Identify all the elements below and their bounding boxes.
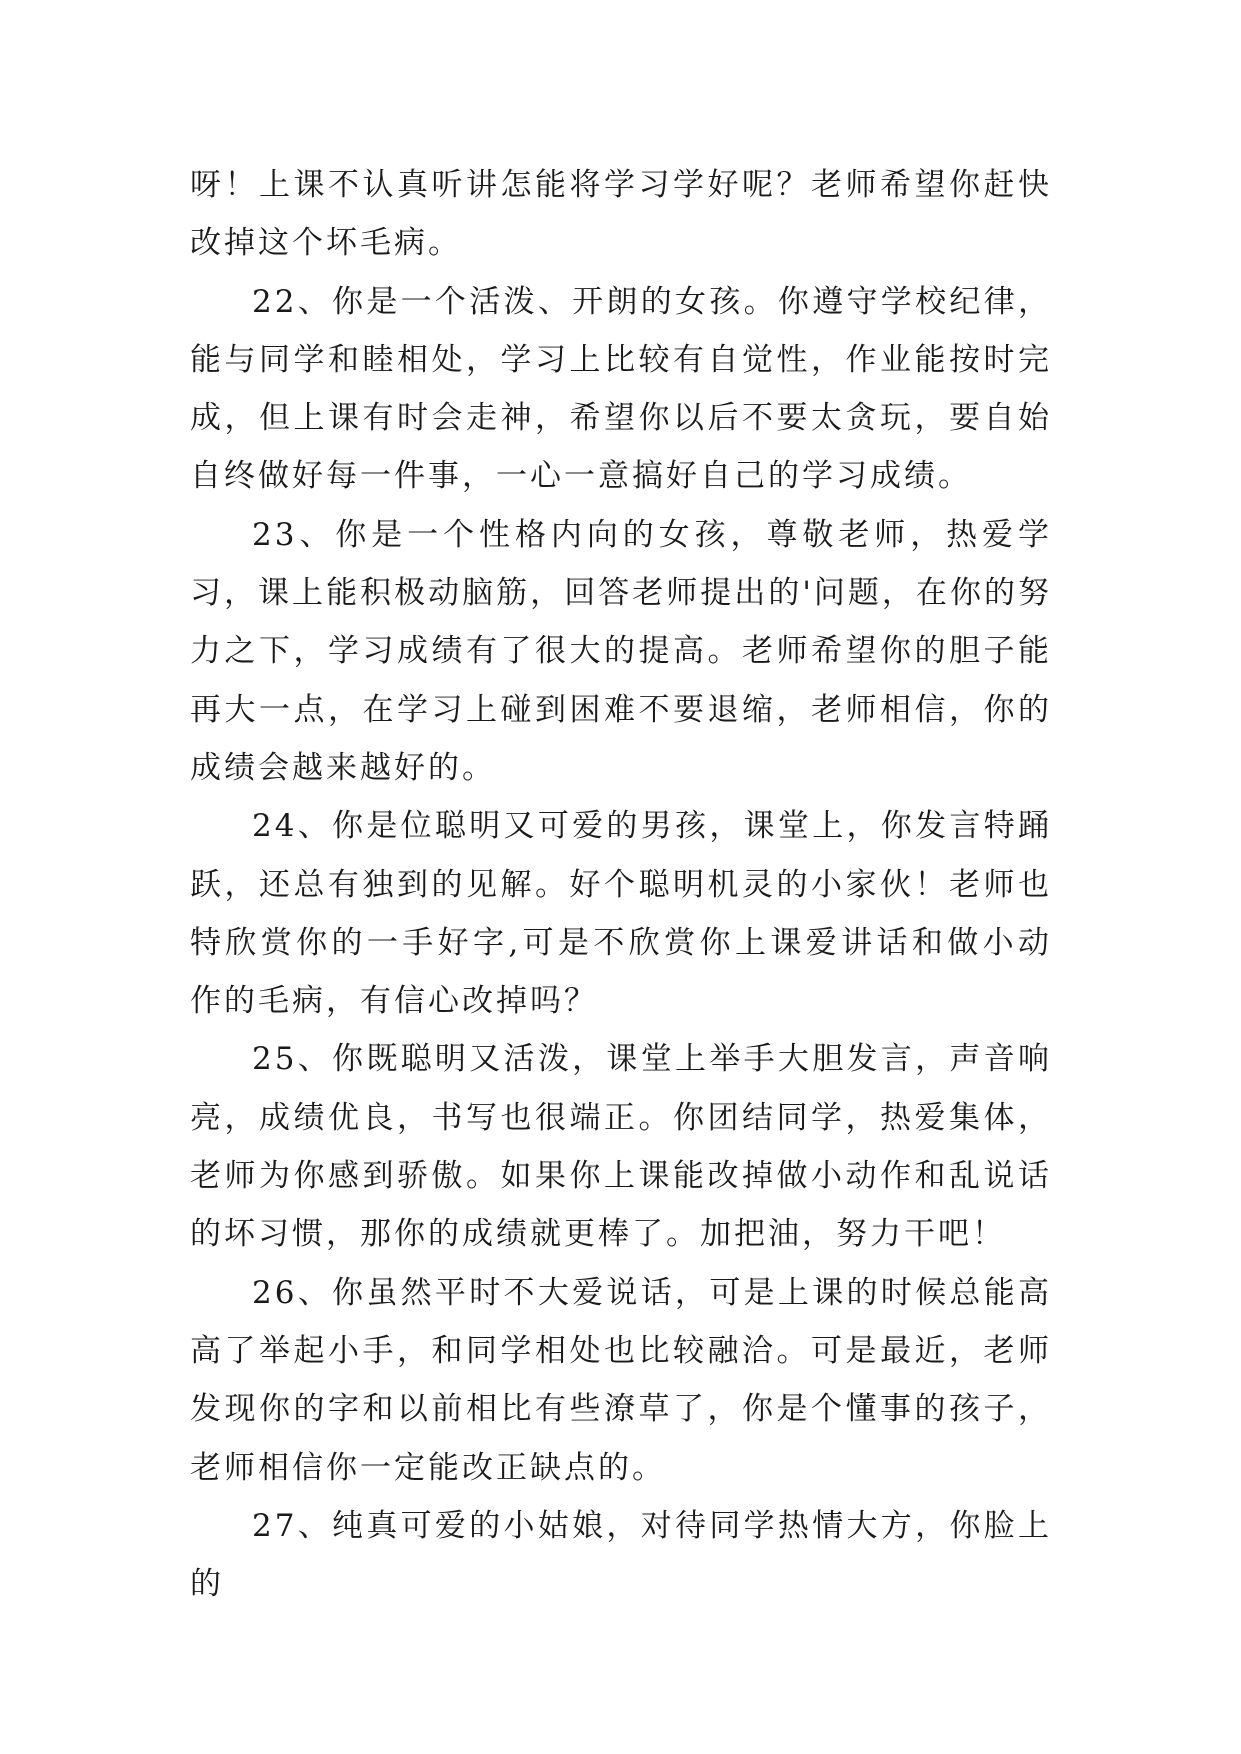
paragraph-comment-27: 27、纯真可爱的小姑娘，对待同学热情大方，你脸上的 (190, 1507, 1052, 1603)
paragraph-comment-24: 24、你是位聪明又可爱的男孩，课堂上，你发言特踊跃，还总有独到的见解。好个聪明机灵的小家伙！老师也特欣赏你的一手好字,可是不欣赏你上课爱讲话和做小动作的毛病，有信心改掉吗？ (190, 808, 1052, 1020)
paragraph-comment-26: 26、你虽然平时不大爱说话，可是上课的时候总能高高了举起小手，和同学相处也比较融洽。可是最近，老师发现你的字和以前相比有些潦草了，你是个懂事的孩子，老师相信你一定能改正缺点的。 (190, 1274, 1052, 1486)
paragraph-comment-22: 22、你是一个活泼、开朗的女孩。你遵守学校纪律，能与同学和睦相处，学习上比较有自觉性，作业能按时完成，但上课有时会走神，希望你以后不要太贪玩，要自始自终做好每一件事，一心一意搞好自己的学习成绩。 (190, 283, 1052, 495)
document-body (190, 156, 1052, 1613)
paragraph-comment-23: 23、你是一个性格内向的女孩，尊敬老师，热爱学习，课上能积极动脑筋，回答老师提出的'问题，在你的努力之下，学习成绩有了很大的提高。老师希望你的胆子能再大一点，在学习上碰到困难不要退缩，老师相信，你的成绩会越来越好的。 (190, 516, 1052, 786)
paragraph-continuation: 呀！上课不认真听讲怎能将学习学好呢？老师希望你赶快改掉这个坏毛病。 (190, 167, 1052, 262)
paragraph-comment-25: 25、你既聪明又活泼，课堂上举手大胆发言，声音响亮，成绩优良，书写也很端正。你团结同学，热爱集体，老师为你感到骄傲。如果你上课能改掉做小动作和乱说话的坏习惯，那你的成绩就更棒了。加把油，努力干吧！ (190, 1041, 1052, 1253)
